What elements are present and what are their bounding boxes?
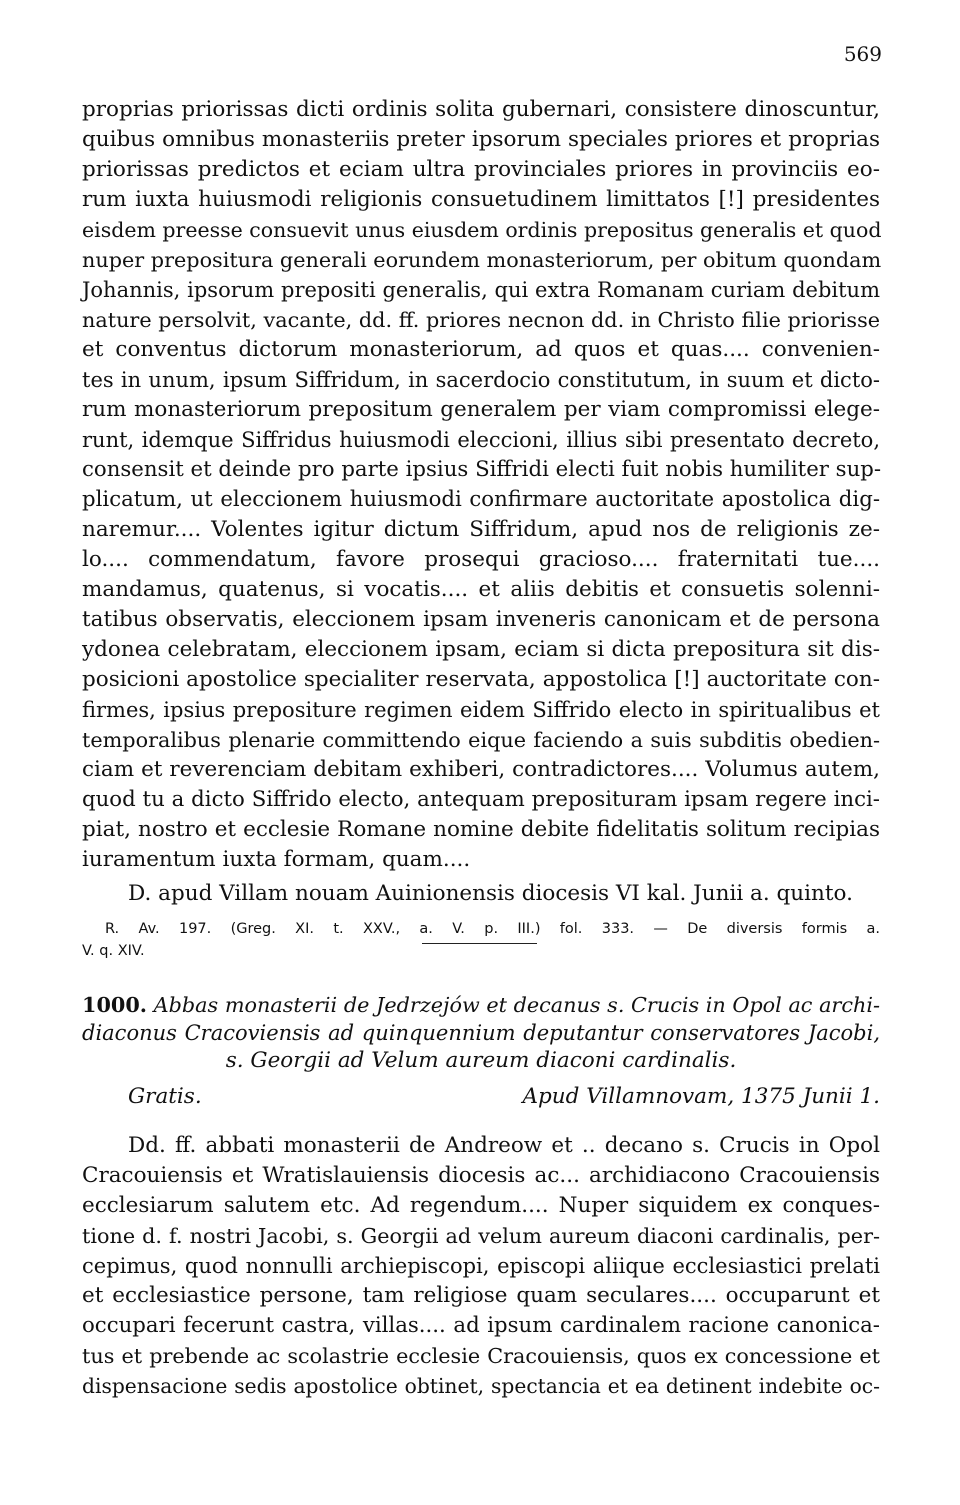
text-line: posicioni apostolice specialiter reservata, appostolica [!] auctoritate con- (82, 667, 880, 692)
source-note-line: R. Av. 197. (Greg. XI. t. XXV., a. V. p. III.) fol. 333. — De diversis formis a. (105, 921, 880, 937)
text-line: eisdem preesse consuevit unus eiusdem ordinis prepositus generalis et quod (82, 218, 882, 242)
text-line: Johannis, ipsorum prepositi generalis, qui extra Romanam curiam debitum (82, 278, 880, 302)
text-line: tus et prebende ac scolastrie ecclesie Cracouiensis, quos ex concessione et (82, 1344, 880, 1368)
text-line: lo.... commendatum, favore prosequi gracioso.... fraternitati tue.... (82, 547, 880, 572)
text-line: consensit et deinde pro parte ipsius Siffridi electi fuit nobis humiliter sup- (82, 457, 882, 482)
page-number: 569 (843, 42, 882, 66)
text-line: proprias priorissas dicti ordinis solita gubernari, consistere dinoscuntur, (82, 97, 880, 122)
place-date: Apud Villamnovam, 1375 Junii 1. (522, 1084, 880, 1109)
text-line: et conventus dictorum monasteriorum, ad quos et quas.... convenien- (82, 337, 880, 362)
text-line: priorissas predictos et eciam ultra provinciales priores in provinciis eo- (82, 157, 880, 182)
text-line: rum monasteriorum prepositum generalem per viam compromissi elege- (82, 397, 880, 422)
text-line: ecclesiarum salutem etc. Ad regendum.... Nuper siquidem ex conques- (82, 1193, 880, 1218)
text-line: tione d. f. nostri Jacobi, s. Georgii ad velum aureum diaconi cardinalis, per- (82, 1224, 880, 1248)
text-line: piat, nostro et ecclesie Romane nomine debite fidelitatis solitum recipias (82, 817, 880, 842)
text-line: quibus omnibus monasteriis preter ipsorum speciales priores et proprias (82, 127, 880, 152)
heading-line (82, 990, 880, 1020)
text-line: Cracouiensis et Wratislauiensis diocesis ac... archidiacono Cracouiensis (82, 1163, 880, 1188)
source-note-line: V. q. XIV. (82, 943, 145, 959)
text-line: ydonea celebratam, eleccionem ipsam, eciam si dicta prepositura sit dis- (82, 637, 880, 662)
text-line: occupari fecerunt castra, villas.... ad ipsum cardinalem racione canonica- (82, 1313, 880, 1338)
text-line: nature persolvit, vacante, dd. ff. priores necnon dd. in Christo filie priorisse (82, 308, 880, 332)
fee-note: Gratis. (128, 1084, 202, 1109)
text-line: tatibus observatis, eleccionem ipsam inveneris canonicam et de persona (82, 607, 880, 632)
text-line: ciam et reverenciam debitam exhiberi, contradictores.... Volumus autem, (82, 757, 880, 782)
text-line: firmes, ipsius prepositure regimen eidem Siffrido electo in spiritualibus et (82, 698, 880, 722)
text-line: dispensacione sedis apostolice obtinet, spectancia et ea detinent indebite oc- (82, 1374, 880, 1398)
text-line: tes in unum, ipsum Siffridum, in sacerdocio constitutum, in suum et dicto- (82, 368, 880, 392)
text-line: temporalibus plenarie committendo eique faciendo a suis subditis obedien- (82, 728, 880, 752)
text-line: nuper prepositura generali eorundem monasteriorum, per obitum quondam (82, 248, 882, 272)
dating-line: D. apud Villam nouam Auinionensis diocesis VI kal. Junii a. quinto. (128, 881, 853, 906)
entry-number: 1000. (82, 993, 147, 1017)
heading-line: s. Georgii ad Velum aureum diaconi cardinalis. (225, 1048, 737, 1073)
text-line: mandamus, quatenus, si vocatis.... et aliis debitis et consuetis solenni- (82, 577, 880, 602)
text-line: iuramentum iuxta formam, quam.... (82, 847, 471, 872)
text-line: plicatum, ut eleccionem huiusmodi confirmare auctoritate apostolica dig- (82, 487, 880, 512)
heading-text: Abbas monasterii de Jedrzejów et decanus s. Crucis in Opol ac archi- (153, 993, 880, 1017)
text-line: et ecclesiastice persone, tam religiose quam seculares.... occuparunt et (82, 1283, 880, 1308)
text-line: cepimus, quod nonnulli archiepiscopi, episcopi aliique ecclesiastici prelati (82, 1254, 880, 1278)
text-line: quod tu a dicto Siffrido electo, antequam preposituram ipsam regere inci- (82, 787, 880, 812)
heading-line: diaconus Cracoviensis ad quinquennium deputantur conservatores Jacobi, (82, 1021, 880, 1045)
text-line: naremur.... Volentes igitur dictum Siffridum, apud nos de religionis ze- (82, 517, 880, 542)
text-line: rum iuxta huiusmodi religionis consuetudinem limittatos [!] presidentes (82, 187, 880, 212)
text-line: runt, idemque Siffridus huiusmodi eleccioni, illius sibi presentato decreto, (82, 428, 880, 452)
text-line: Dd. ff. abbati monasterii de Andreow et .. decano s. Crucis in Opol (128, 1133, 880, 1158)
section-divider (422, 943, 537, 944)
